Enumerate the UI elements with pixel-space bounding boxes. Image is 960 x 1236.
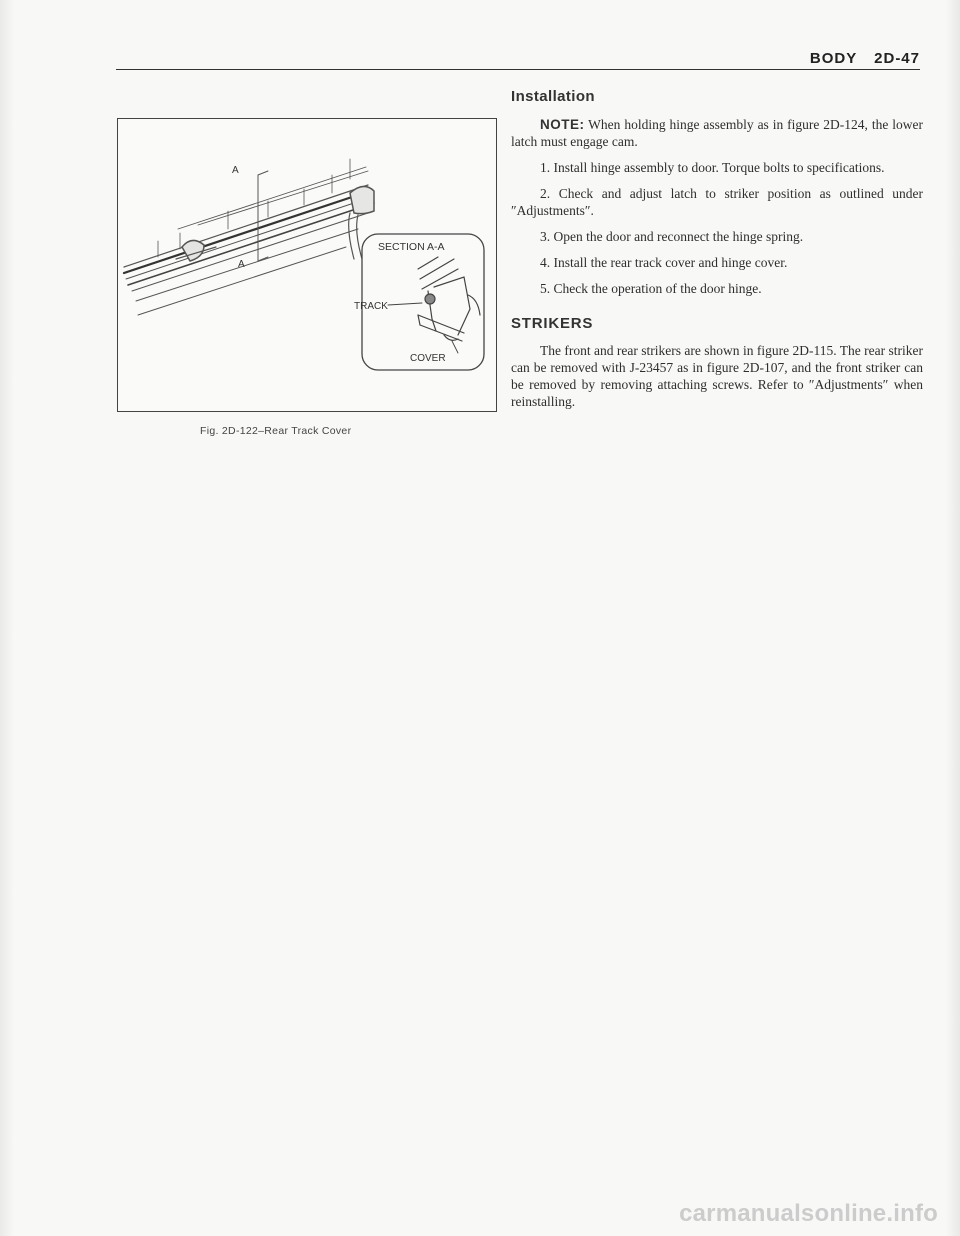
installation-step-5: 5. Check the operation of the door hinge. xyxy=(540,281,762,296)
installation-step-4: 4. Install the rear track cover and hinge cover. xyxy=(540,255,788,270)
strikers-text: The front and rear strikers are shown in figure 2D-115. The rear striker can be removed with J-23457 as in figure 2D-107, and the front striker can be removed by removing attaching screws. Refer to ″Adjustments″ when reinstalling. xyxy=(511,343,923,409)
note-text: When holding hinge assembly as in figure 2D-124, the lower latch must engage cam. xyxy=(511,117,923,149)
section-inset xyxy=(354,234,484,370)
header-rule xyxy=(116,69,920,70)
figure-caption: Fig. 2D-122–Rear Track Cover xyxy=(200,425,352,437)
cover-label: COVER xyxy=(410,353,446,364)
running-head-page-number: 2D-47 xyxy=(874,50,920,67)
watermark: carmanualsonline.info xyxy=(679,1200,938,1227)
strikers-heading: STRIKERS xyxy=(511,315,594,332)
figure-rear-track-cover xyxy=(117,118,497,412)
running-head-section: BODY xyxy=(809,50,857,67)
installation-step-3: 3. Open the door and reconnect the hinge spring. xyxy=(540,229,804,244)
right-column xyxy=(511,88,923,410)
figure-illustration xyxy=(118,119,496,411)
section-title-label: SECTION A-A xyxy=(378,241,445,253)
running-head xyxy=(810,50,920,67)
section-marker-top: A xyxy=(232,165,239,176)
installation-heading: Installation xyxy=(511,88,595,105)
track-label: TRACK xyxy=(354,301,388,312)
section-marker-bottom: A xyxy=(238,259,245,270)
installation-note xyxy=(511,116,923,150)
installation-step-1: 1. Install hinge assembly to door. Torque bolts to specifications. xyxy=(540,160,885,175)
note-label: NOTE: xyxy=(540,117,585,132)
installation-step-2: 2. Check and adjust latch to striker position as outlined under ″Adjustments″. xyxy=(511,186,923,218)
